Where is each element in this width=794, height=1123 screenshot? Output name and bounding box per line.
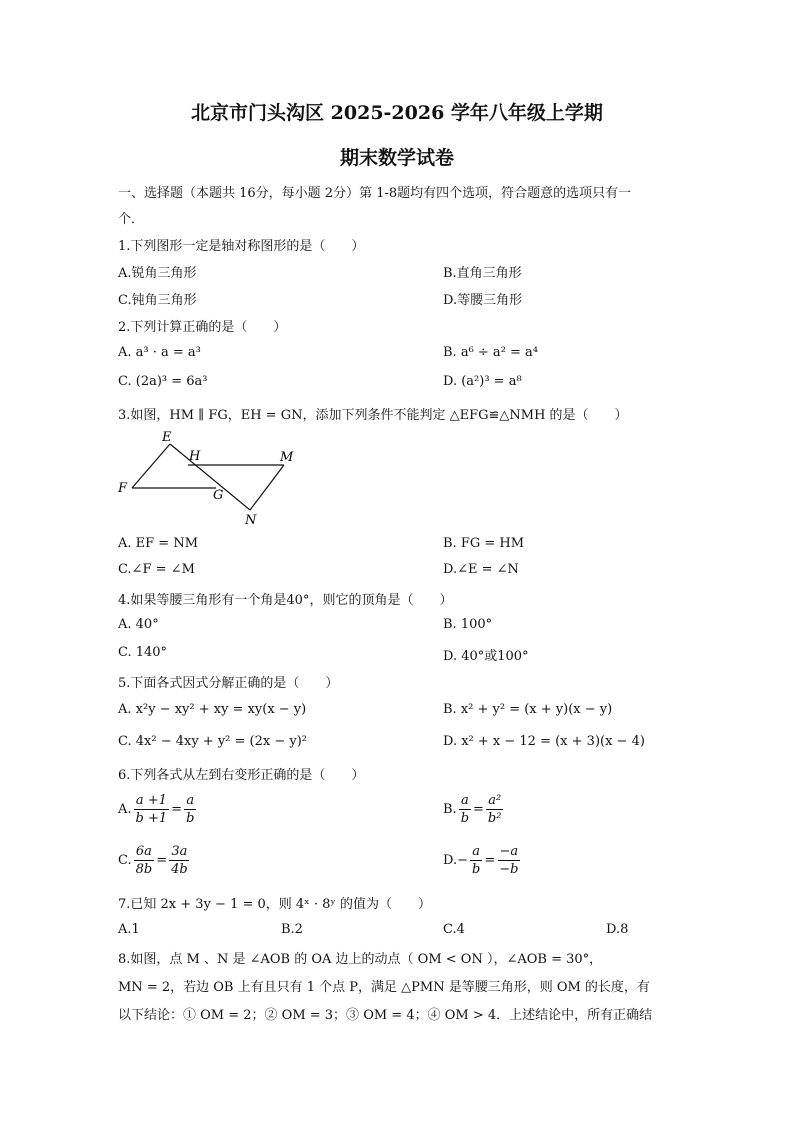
question-7-option-c[interactable]: C.4: [443, 922, 465, 937]
option-letter: B.: [443, 802, 457, 817]
fraction-left: $\frac{a +1}{b +1}$: [135, 793, 168, 826]
question-6-option-c[interactable]: [118, 843, 190, 878]
label-m: M: [280, 450, 294, 465]
question-1-option-d[interactable]: D.等腰三角形: [443, 293, 523, 308]
question-2-option-c[interactable]: C. (2a)³ = 6a³: [118, 374, 208, 389]
question-1-stem: 1.下列图形一定是轴对称图形的是（ ）: [118, 239, 365, 254]
exam-subtitle: 期末数学试卷: [339, 147, 454, 169]
question-8-stem-line2: MN = 2，若边 OB 上有且只有 1 个点 P，满足 △PMN 是等腰三角形，则 OM 的长度，有: [118, 980, 650, 995]
question-3-option-d[interactable]: D.∠E = ∠N: [443, 562, 519, 577]
label-f: F: [118, 481, 128, 496]
question-6-option-a[interactable]: [118, 792, 196, 827]
question-3-option-a[interactable]: A. EF = NM: [118, 536, 199, 551]
question-3-stem: 3.如图，HM ∥ FG，EH = GN，添加下列条件不能判定 △EFG≌△NMH 的是（ ）: [118, 408, 628, 423]
question-2-option-b[interactable]: B. a⁶ ÷ a² = a⁴: [443, 345, 539, 360]
question-5-option-d[interactable]: D. x² + x − 12 = (x + 3)(x − 4): [443, 734, 645, 749]
question-1-option-a[interactable]: A.锐角三角形: [118, 266, 197, 281]
equals-sign: =: [484, 853, 496, 868]
question-7-option-b[interactable]: B.2: [281, 922, 303, 937]
segment-eg-n: [170, 444, 250, 510]
option-letter: C.: [118, 853, 132, 868]
question-7-option-a[interactable]: A.1: [118, 922, 140, 937]
segment-fe: [132, 444, 170, 488]
question-2-option-d[interactable]: D. (a²)³ = a⁸: [443, 374, 522, 389]
fraction-right: $\frac{3a}{4b}$: [171, 844, 188, 877]
question-7-stem: 7.已知 2x + 3y − 1 = 0，则 4ˣ · 8ʸ 的值为（ ）: [118, 897, 431, 912]
section-intro-cont: 个．: [118, 212, 145, 227]
question-4-option-c[interactable]: C. 140°: [118, 645, 168, 660]
question-8-stem-line3: 以下结论：① OM = 2；② OM = 3；③ OM = 4；④ OM > 4．上述结论中，所有正确结: [118, 1008, 653, 1023]
exam-title: 北京市门头沟区 2025-2026 学年八年级上学期: [191, 102, 603, 124]
fraction-left: $\frac{6a}{8b}$: [135, 844, 153, 877]
question-5-option-a[interactable]: A. x²y − xy² + xy = xy(x − y): [118, 702, 307, 717]
question-7-option-d[interactable]: D.8: [606, 922, 629, 937]
question-4-option-a[interactable]: A. 40°: [118, 617, 159, 632]
equals-sign: =: [171, 802, 183, 817]
segment-mn: [250, 465, 284, 510]
question-4-option-d[interactable]: D. 40°或100°: [443, 649, 529, 664]
option-letter: D.−: [443, 853, 468, 868]
question-2-stem: 2.下列计算正确的是（ ）: [118, 320, 287, 335]
question-8-stem-line1: 8.如图，点 M 、N 是 ∠AOB 的 OA 边上的动点（ OM < ON ），∠AOB = 30°，: [118, 952, 603, 967]
equals-sign: =: [156, 853, 168, 868]
question-3-figure: [112, 428, 312, 528]
label-h: H: [189, 449, 201, 464]
label-e: E: [162, 430, 172, 445]
section-intro: 一、选择题（本题共 16分，每小题 2分）第 1-8题均有四个选项，符合题意的选项只有一: [118, 186, 632, 201]
fraction-right: $\frac{-a}{-b}$: [499, 844, 519, 877]
fraction-right: $\frac{\text{a²}}{\text{b²}}$: [487, 793, 502, 826]
question-6-stem: 6.下列各式从左到右变形正确的是（ ）: [118, 768, 365, 783]
label-n: N: [245, 513, 257, 528]
question-5-option-b[interactable]: B. x² + y² = (x + y)(x − y): [443, 702, 613, 717]
question-4-stem: 4.如果等腰三角形有一个角是40°，则它的顶角是（ ）: [118, 593, 453, 608]
fraction-left: $\frac{a}{b}$: [471, 844, 481, 877]
question-4-option-b[interactable]: B. 100°: [443, 617, 493, 632]
question-1-option-c[interactable]: C.钝角三角形: [118, 293, 197, 308]
question-5-stem: 5.下面各式因式分解正确的是（ ）: [118, 676, 339, 691]
question-6-option-b[interactable]: [443, 792, 503, 827]
equals-sign: =: [473, 802, 484, 817]
option-letter: A.: [118, 802, 132, 817]
question-3-option-c[interactable]: C.∠F = ∠M: [118, 562, 195, 577]
label-g: G: [213, 488, 224, 503]
question-1-option-b[interactable]: B.直角三角形: [443, 266, 522, 281]
question-5-option-c[interactable]: C. 4x² − 4xy + y² = (2x − y)²: [118, 734, 307, 749]
fraction-left: $\frac{a}{b}$: [460, 793, 470, 826]
question-3-option-b[interactable]: B. FG = HM: [443, 536, 525, 551]
question-2-option-a[interactable]: A. a³ · a = a³: [118, 345, 201, 360]
fraction-right: $\frac{a}{b}$: [186, 793, 195, 826]
question-6-option-d[interactable]: [443, 843, 520, 878]
